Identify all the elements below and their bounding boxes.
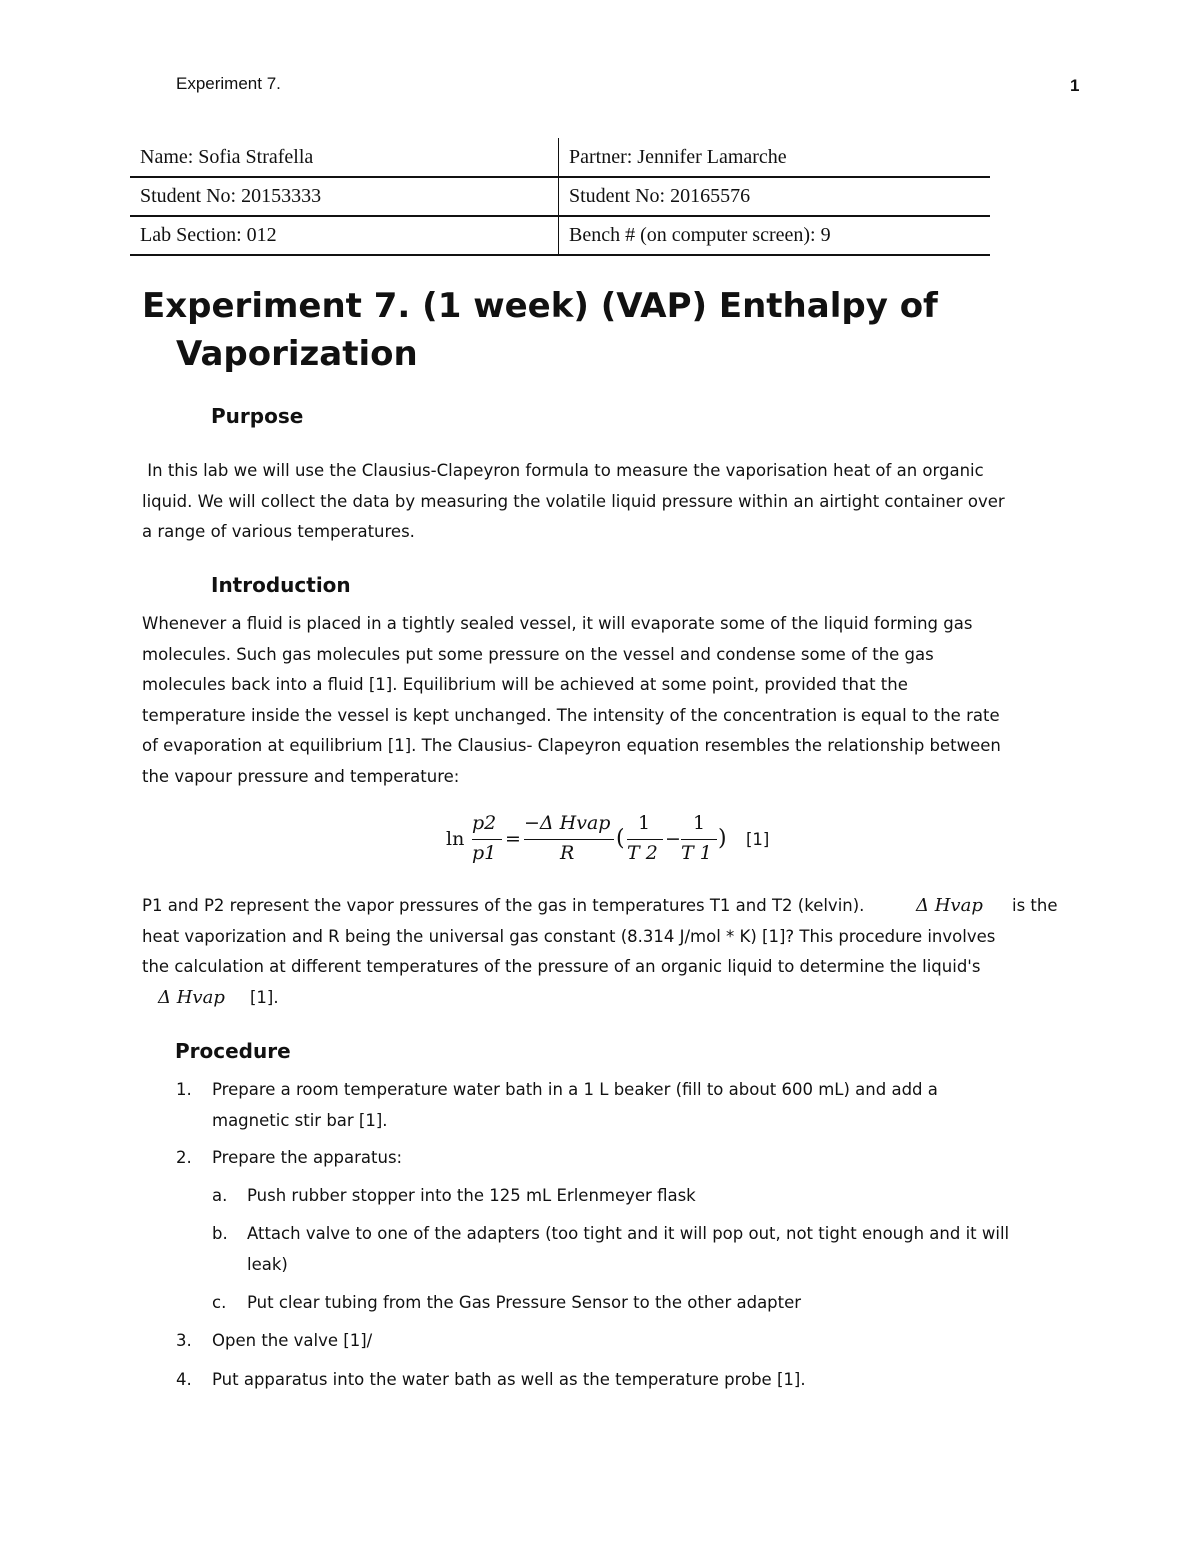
eq-citation: [1]	[746, 830, 770, 849]
text-line: liquid. We will collect the data by measuring the volatile liquid pressure within an airtight container over	[142, 491, 1005, 511]
list-text: leak)	[247, 1254, 288, 1274]
eq-one: 1	[693, 812, 706, 834]
eq-open-paren: (	[616, 826, 625, 851]
purpose-paragraph	[142, 456, 1062, 548]
eq-numerator-dh: −Δ Hvap	[524, 812, 611, 834]
list-number: 1.	[176, 1080, 192, 1099]
text-line: a range of various temperatures.	[142, 522, 415, 541]
text-line: Whenever a fluid is placed in a tightly sealed vessel, it will evaporate some of the liquid forming gas	[142, 614, 973, 633]
text-line: of evaporation at equilibrium [1]. The Clausius- Clapeyron equation resembles the relationship between	[142, 736, 1001, 755]
text-line: molecules. Such gas molecules put some pressure on the vessel and condense some of the gas	[142, 644, 934, 664]
list-text: Prepare the apparatus:	[212, 1148, 403, 1167]
text-line: the calculation at different temperatures of the pressure of an organic liquid to determine the liquid's	[142, 957, 981, 976]
eq-denominator-p1: p1	[472, 842, 497, 864]
text-span: [1].	[250, 987, 279, 1007]
list-text: magnetic stir bar [1].	[212, 1110, 388, 1130]
table-cell: Partner: Jennifer Lamarche	[559, 138, 991, 177]
eq-t1: T 1	[681, 842, 712, 864]
list-number: c.	[212, 1293, 227, 1312]
fraction-bar	[681, 839, 717, 840]
table-row	[130, 177, 990, 216]
text-line: the vapour pressure and temperature:	[142, 766, 460, 786]
list-number: a.	[212, 1186, 228, 1205]
table-cell: Student No: 20153333	[130, 177, 559, 216]
list-number: 2.	[176, 1148, 192, 1167]
list-number: b.	[212, 1224, 228, 1243]
purpose-heading: Purpose	[211, 404, 304, 428]
eq-ln: ln	[446, 828, 465, 850]
eq-one: 1	[638, 812, 651, 834]
eq-equals: =	[505, 828, 521, 850]
text-line	[142, 983, 1062, 1014]
eq-close-paren: )	[718, 826, 727, 851]
list-text: Prepare a room temperature water bath in a 1 L beaker (fill to about 600 mL) and add a	[212, 1080, 938, 1099]
text-line: temperature inside the vessel is kept unchanged. The intensity of the concentration is equal to the rate	[142, 705, 1000, 725]
introduction-paragraph	[142, 609, 1062, 792]
page-number: 1	[1070, 76, 1080, 95]
student-info-table	[130, 138, 990, 256]
table-row	[130, 138, 990, 177]
list-text: Attach valve to one of the adapters (too tight and it will pop out, not tight enough and it will	[247, 1224, 1010, 1243]
text-span: P1 and P2 represent the vapor pressures of the gas in temperatures T1 and T2 (kelvin).	[142, 896, 865, 915]
list-number: 3.	[176, 1331, 192, 1350]
text-line: In this lab we will use the Clausius-Clapeyron formula to measure the vaporisation heat of an organic	[142, 461, 984, 480]
eq-denominator-r: R	[560, 842, 575, 864]
list-text: Put clear tubing from the Gas Pressure Sensor to the other adapter	[247, 1293, 802, 1312]
list-text: Put apparatus into the water bath as well as the temperature probe [1].	[212, 1370, 806, 1389]
eq-t2: T 2	[627, 842, 658, 864]
text-line	[142, 891, 1062, 922]
fraction-bar	[627, 839, 663, 840]
math-delta-hvap: Δ Hvap	[916, 895, 983, 916]
text-span: is the	[1012, 896, 1058, 915]
fraction-bar	[472, 839, 502, 840]
procedure-heading: Procedure	[175, 1039, 291, 1063]
variables-paragraph	[142, 891, 1062, 1013]
introduction-heading: Introduction	[211, 573, 351, 597]
table-cell: Lab Section: 012	[130, 216, 559, 255]
list-number: 4.	[176, 1370, 192, 1389]
running-header: Experiment 7.	[176, 74, 281, 93]
math-delta-hvap: Δ Hvap	[158, 986, 225, 1008]
table-cell: Student No: 20165576	[559, 177, 991, 216]
eq-numerator-p2: p2	[472, 812, 497, 834]
table-row	[130, 216, 990, 255]
document-title: Experiment 7. (1 week) (VAP) Enthalpy of Vaporization	[142, 286, 938, 374]
eq-minus: −	[665, 828, 681, 850]
table-cell: Bench # (on computer screen): 9	[559, 216, 991, 255]
table-cell: Name: Sofia Strafella	[130, 138, 559, 177]
fraction-bar	[524, 839, 614, 840]
text-line: molecules back into a fluid [1]. Equilibrium will be achieved at some point, provided that the	[142, 675, 908, 694]
text-line: heat vaporization and R being the universal gas constant (8.314 J/mol * K) [1]? This procedure involves	[142, 926, 996, 946]
list-text: Push rubber stopper into the 125 mL Erlenmeyer flask	[247, 1186, 696, 1205]
list-text: Open the valve [1]/	[212, 1331, 373, 1350]
